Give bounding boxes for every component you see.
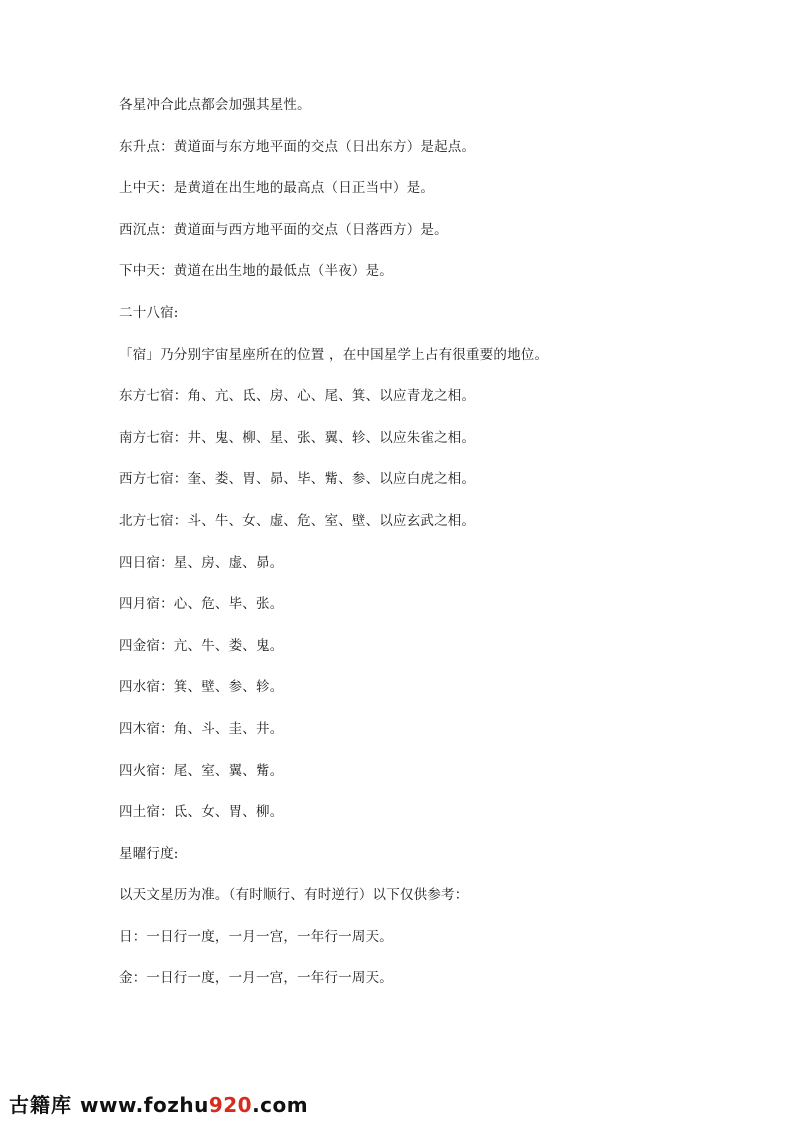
section-heading: 二十八宿: xyxy=(119,304,179,321)
text-line: 西方七宿：奎、娄、胃、昴、毕、觜、参、以应白虎之相。 xyxy=(119,471,476,488)
site-brand: 古籍库 xyxy=(9,1093,72,1117)
document-body xyxy=(119,95,739,1010)
text-line: 西沉点：黄道面与西方地平面的交点（日落西方）是。 xyxy=(119,221,448,238)
site-url-prefix: www.fozhu xyxy=(80,1093,209,1117)
text-line: 四金宿：亢、牛、娄、鬼。 xyxy=(119,637,284,654)
text-line: 南方七宿：井、鬼、柳、星、张、翼、轸、以应朱雀之相。 xyxy=(119,429,476,446)
text-line: 以天文星历为准。（有时顺行、有时逆行）以下仅供参考： xyxy=(119,887,469,904)
text-line: 四日宿：星、房、虚、昴。 xyxy=(119,554,284,571)
text-line: 金：一日行一度，一月一宫，一年行一周天。 xyxy=(119,970,393,987)
text-line: 东方七宿：角、亢、氐、房、心、尾、箕、以应青龙之相。 xyxy=(119,388,476,405)
text-line: 上中天：是黄道在出生地的最高点（日正当中）是。 xyxy=(119,180,435,197)
text-line: 「宿」乃分别宇宙星座所在的位置 ，在中国星学上占有很重要的地位。 xyxy=(119,346,549,363)
text-line: 四水宿：箕、壁、参、轸。 xyxy=(119,679,284,696)
section-heading: 星曜行度: xyxy=(119,845,179,862)
text-line: 日：一日行一度，一月一宫，一年行一周天。 xyxy=(119,928,393,945)
text-line: 各星冲合此点都会加强其星性。 xyxy=(119,97,311,113)
text-line: 四月宿：心、危、毕、张。 xyxy=(119,596,284,613)
site-url-accent: 920 xyxy=(208,1093,253,1117)
site-url-suffix: .com xyxy=(252,1093,309,1117)
text-line: 四木宿：角、斗、圭、井。 xyxy=(119,720,284,737)
text-line: 四火宿：尾、室、翼、觜。 xyxy=(119,762,284,779)
text-line: 四土宿：氐、女、胃、柳。 xyxy=(119,804,284,821)
text-line: 北方七宿：斗、牛、女、虚、危、室、壁、以应玄武之相。 xyxy=(119,512,476,529)
text-line: 东升点：黄道面与东方地平面的交点（日出东方）是起点。 xyxy=(119,138,476,155)
watermark-footer xyxy=(9,1089,308,1115)
text-line: 下中天：黄道在出生地的最低点（半夜）是。 xyxy=(119,263,393,280)
